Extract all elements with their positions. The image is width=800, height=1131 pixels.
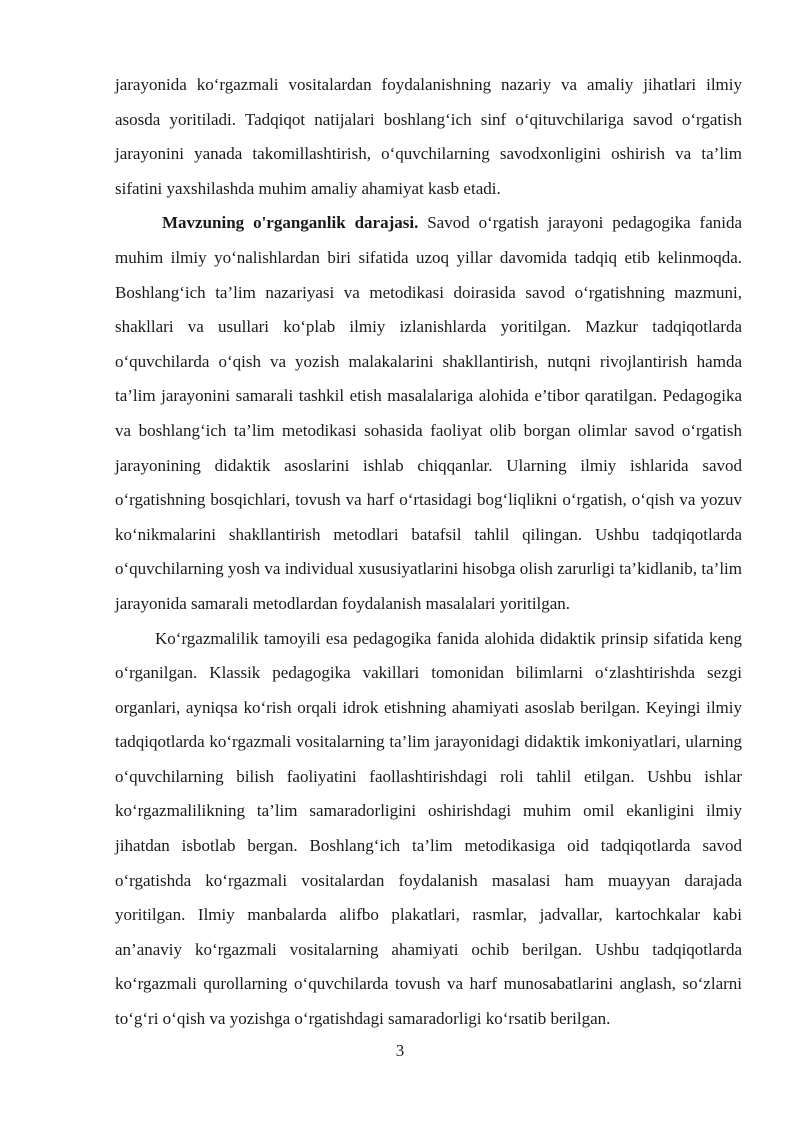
page-number: 3 bbox=[395, 1041, 405, 1060]
section-heading-inline: Mavzuning o'rganganlik darajasi. bbox=[162, 213, 419, 233]
paragraph-text: jarayonida ko‘rgazmali vositalardan foydalanishning nazariy va amaliy jihatlari ilmiy asosda yoritiladi. Tadqiqot natijalari boshlang‘ich sinf o‘qituvchilariga savod o‘rgatish jarayonini yanada takomillashtirish, o‘quvchilarning savodxonligini oshirish va ta’lim sifatini yaxshilashda muhim amaliy ahamiyat kasb etadi. bbox=[115, 75, 742, 198]
document-page bbox=[115, 68, 742, 1037]
paragraph-text: Ko‘rgazmalilik tamoyili esa pedagogika fanida alohida didaktik prinsip sifatida keng o‘rganilgan. Klassik pedagogika vakillari tomonidan bilimlarni o‘zlashtirishda sezgi organlari, ayniqsa ko‘rish orqali idrok etishning ahamiyati asoslab berilgan. Keyingi ilmiy tadqiqotlarda ko‘rgazmali vositalarning ta’lim jarayonidagi didaktik imkoniyatlari, ularning o‘quvchilarning bilish faoliyatini faollashtirishdagi roli tahlil etilgan. Ushbu ishlar ko‘rgazmalilikning ta’lim samaradorligini oshirishdagi muhim omil ekanligini ilmiy jihatdan isbotlab bergan. Boshlang‘ich ta’lim metodikasiga oid tadqiqotlarda savod o‘rgatishda ko‘rgazmali vositalardan foydalanish masalasi ham muayyan darajada yoritilgan. Ilmiy manbalarda alifbo plakatlari, rasmlar, jadvallar, kartochkalar kabi an’anaviy ko‘rgazmali vositalarning ahamiyati ochib berilgan. Ushbu tadqiqotlarda ko‘rgazmali qurollarning o‘quvchilarda tovush va harf munosabatlarini anglash, so‘zlarni to‘g‘ri o‘qish va yozishga o‘rgatishdagi samaradorligi ko‘rsatib berilgan. bbox=[115, 628, 742, 1029]
paragraph-study-level bbox=[115, 206, 742, 621]
paragraph-text: Savod o‘rgatish jarayoni pedagogika fanida muhim ilmiy yo‘nalishlardan biri sifatida uzoq yillar davomida tadqiq etib kelinmoqda. Boshlang‘ich ta’lim nazariyasi va metodikasi doirasida savod o‘rgatishning mazmuni, shakllari va usullari ko‘plab ilmiy izlanishlarda yoritilgan. Mazkur tadqiqotlarda o‘quvchilarda o‘qish va yozish malakalarini shakllantirish, nutqni rivojlantirish hamda ta’lim jarayonini samarali tashkil etish masalalariga alohida e’tibor qaratilgan. Pedagogika va boshlang‘ich ta’lim metodikasi sohasida faoliyat olib borgan olimlar savod o‘rgatish jarayonining didaktik asoslarini ishlab chiqqanlar. Ularning ilmiy ishlarida savod o‘rgatishning bosqichlari, tovush va harf o‘rtasidagi bog‘liqlikni o‘rgatish, o‘qish va yozuv ko‘nikmalarini shakllantirish metodlari batafsil tahlil qilingan. Ushbu tadqiqotlarda o‘quvchilarning yosh va individual xususiyatlarini hisobga olish zarurligi ta’kidlanib, ta’lim jarayonida samarali metodlardan foydalanish masalalari yoritilgan. bbox=[115, 213, 743, 613]
paragraph-intro-continuation bbox=[115, 68, 742, 206]
paragraph-visual-aids bbox=[115, 622, 742, 1037]
